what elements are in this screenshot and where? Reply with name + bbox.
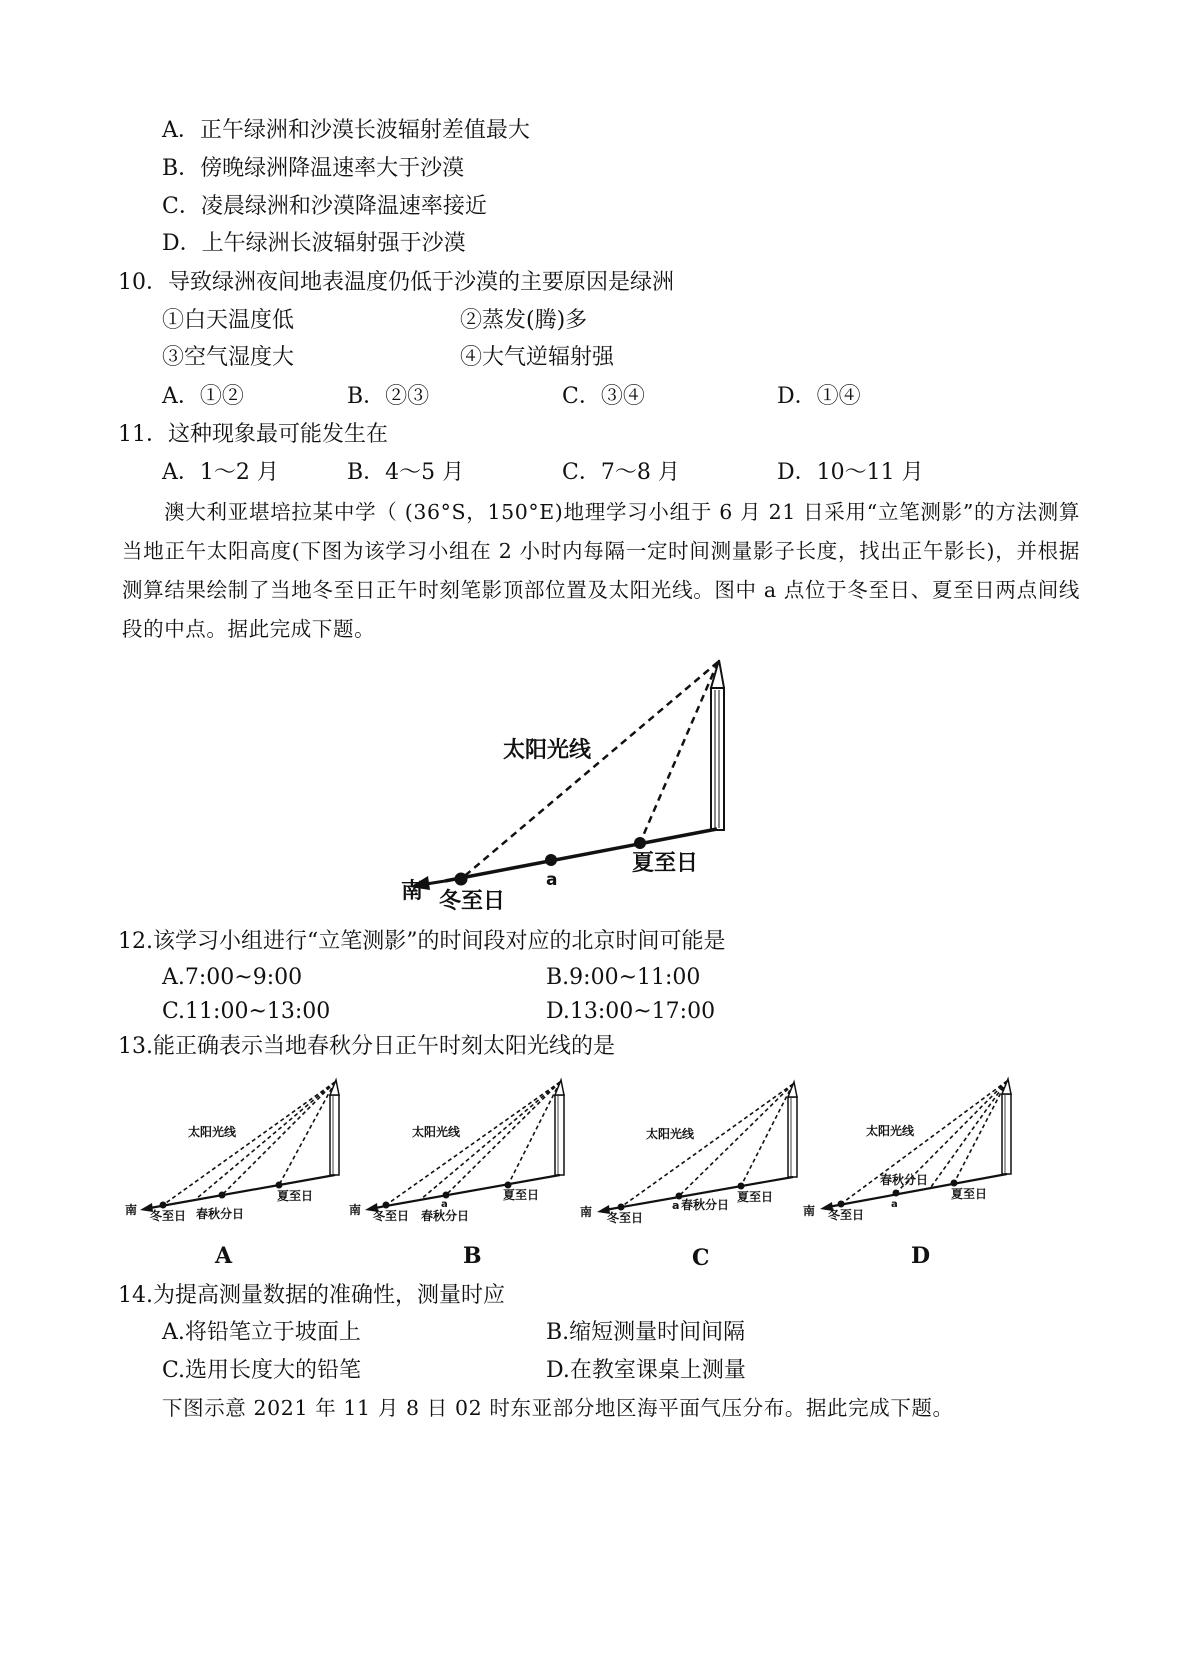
q10-option-b: B．②③ — [347, 384, 430, 409]
q13d-a-label: a — [891, 1199, 898, 1210]
q13a-equinox-label: 春秋分日 — [196, 1207, 245, 1221]
sun-ray-label: 太阳光线 — [503, 738, 592, 763]
q14-option-c: C.选用长度大的铅笔 — [162, 1358, 362, 1383]
q12-stem: 12.该学习小组进行“立笔测影”的时间段对应的北京时间可能是 — [118, 929, 726, 954]
q11-stem: 11．这种现象最可能发生在 — [118, 422, 388, 447]
q13-option-c-letter: C — [692, 1245, 710, 1271]
q13c-sun-ray-label: 太阳光线 — [646, 1127, 695, 1141]
q10-stem: 10．导致绿洲夜间地表温度仍低于沙漠的主要原因是绿洲 — [118, 270, 674, 295]
q13d-equinox-label: 春秋分日 — [880, 1173, 929, 1187]
q12-option-a: A.7:00~9:00 — [162, 965, 303, 990]
q13-option-d-letter: D — [911, 1243, 931, 1269]
south-label: 南 — [401, 879, 424, 904]
q14-option-a: A.将铅笔立于坡面上 — [162, 1320, 361, 1345]
q13d-winter-label: 冬至日 — [828, 1208, 865, 1222]
q13d-sun-ray-label: 太阳光线 — [866, 1124, 915, 1138]
q13d-summer-label: 夏至日 — [951, 1187, 988, 1201]
q9-option-a: A．正午绿洲和沙漠长波辐射差值最大 — [162, 118, 530, 143]
q10-item-4: ④大气逆辐射强 — [460, 345, 615, 370]
q10-option-c: C．③④ — [562, 384, 645, 409]
summer-solstice-label: 夏至日 — [632, 851, 699, 876]
q12-option-d: D.13:00~17:00 — [546, 999, 716, 1024]
q14-option-b: B.缩短测量时间间隔 — [546, 1320, 746, 1345]
passage — [122, 493, 1080, 649]
q13a-south-label: 南 — [125, 1203, 138, 1217]
q10-option-d: D．①④ — [777, 384, 861, 409]
q13c-a-label: a — [672, 1199, 680, 1212]
q13b-equinox-label: 春秋分日 — [421, 1209, 470, 1223]
q13-figure-c — [575, 1075, 810, 1235]
winter-solstice-label: 冬至日 — [439, 889, 506, 914]
q9-option-b: B．傍晚绿洲降温速率大于沙漠 — [162, 156, 465, 181]
q13b-south-label: 南 — [349, 1203, 362, 1217]
q12-option-c: C.11:00~13:00 — [162, 999, 331, 1024]
q13b-a-label: a — [441, 1199, 448, 1210]
q13c-winter-label: 冬至日 — [607, 1211, 644, 1225]
q11-option-d: D．10～11 月 — [777, 460, 924, 485]
q10-option-a: A．①② — [162, 384, 244, 409]
q13a-sun-ray-label: 太阳光线 — [188, 1125, 237, 1139]
q13-figure-a — [120, 1075, 350, 1235]
q13c-summer-label: 夏至日 — [737, 1190, 774, 1204]
q13c-equinox-label: 春秋分日 — [681, 1198, 730, 1212]
q12-option-b: B.9:00~11:00 — [546, 965, 701, 990]
q13-figure-d — [800, 1075, 1035, 1235]
pencil-shadow-diagram — [395, 650, 725, 915]
q13b-summer-label: 夏至日 — [503, 1188, 540, 1202]
q13d-south-label: 南 — [803, 1204, 816, 1218]
q13-option-b-letter: B — [463, 1243, 482, 1269]
pencil-icon — [711, 660, 724, 830]
q13c-south-label: 南 — [580, 1205, 593, 1219]
q14-option-d: D.在教室课桌上测量 — [546, 1358, 746, 1383]
q11-option-c: C．7～8 月 — [562, 460, 680, 485]
q11-option-a: A．1～2 月 — [162, 460, 279, 485]
q10-item-3: ③空气湿度大 — [162, 345, 295, 370]
q10-item-2: ②蒸发(腾)多 — [460, 308, 588, 333]
point-a-label: a — [546, 870, 558, 890]
closing-intro: 下图示意 2021 年 11 月 8 日 02 时东亚部分地区海平面气压分布。据此完成下题。 — [162, 1396, 954, 1420]
q13-option-a-letter: A — [215, 1243, 233, 1269]
passage-text: 澳大利亚堪培拉某中学（ (36°S，150°E)地理学习小组于 6 月 21 日采用“立笔测影”的方法测算当地正午太阳高度(下图为该学习小组在 2 小时内每隔一定时间测量影子长度，找出正午影长)，并根据测算结果绘制了当地冬至日正午时刻笔影顶部位置及太阳光线。图中 a 点位于冬至日、夏至日两点间线段的中点。据此完成下题。 — [122, 500, 1080, 641]
q9-option-c: C．凌晨绿洲和沙漠降温速率接近 — [162, 194, 487, 219]
q11-option-b: B．4～5 月 — [347, 460, 465, 485]
q13a-summer-label: 夏至日 — [277, 1189, 314, 1203]
q10-item-1: ①白天温度低 — [162, 308, 295, 333]
q13b-winter-label: 冬至日 — [373, 1209, 410, 1223]
q13a-winter-label: 冬至日 — [150, 1209, 187, 1223]
q13b-sun-ray-label: 太阳光线 — [412, 1125, 461, 1139]
q9-option-d: D．上午绿洲长波辐射强于沙漠 — [162, 231, 466, 256]
q14-stem: 14.为提高测量数据的准确性，测量时应 — [118, 1283, 505, 1308]
q13-stem: 13.能正确表示当地春秋分日正午时刻太阳光线的是 — [118, 1034, 615, 1059]
q13-figure-b — [345, 1075, 575, 1235]
